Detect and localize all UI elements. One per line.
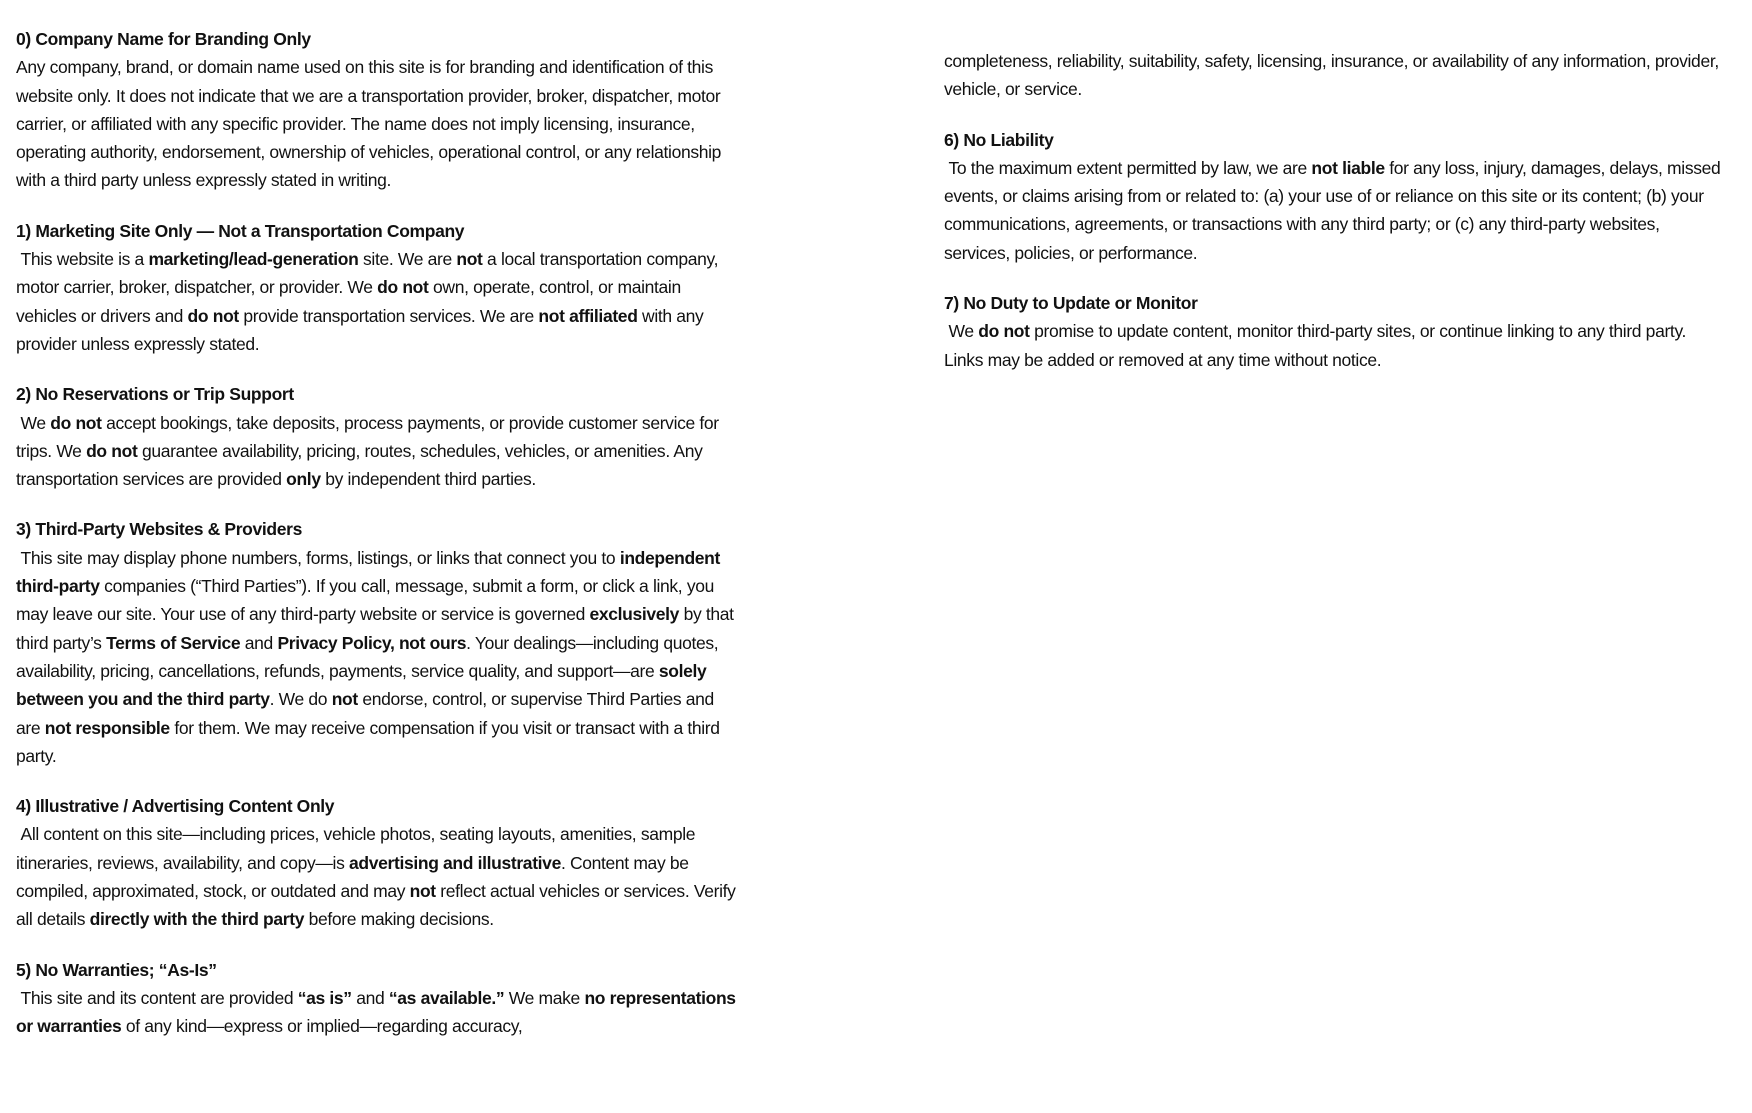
body-text: completeness, reliability, suitability, safety, licensing, insurance, or availability of any information, provider, vehicle, or service. <box>944 51 1724 100</box>
section-heading: 4) Illustrative / Advertising Content Only <box>16 796 335 817</box>
body-text: and <box>240 632 278 653</box>
emphasis-text: “as available.” <box>388 987 505 1008</box>
emphasis-text: Privacy Policy, not ours <box>277 632 467 653</box>
emphasis-text: not responsible <box>44 717 170 738</box>
emphasis-text: do not <box>978 321 1030 342</box>
emphasis-text: do not <box>50 412 102 433</box>
emphasis-text: independent third-party <box>16 547 725 597</box>
continued-paragraph <box>944 47 1726 104</box>
emphasis-text: solely between you and the third party <box>16 660 711 710</box>
emphasis-text: do not <box>187 305 239 326</box>
terms-column-left <box>16 25 741 1063</box>
emphasis-text: do not <box>86 440 138 461</box>
tos-section <box>16 515 739 770</box>
body-text: for them. We may receive compensation if you visit or transact with a third party. <box>16 717 725 766</box>
body-text: own, operate, control, or maintain vehicles or drivers and <box>16 277 686 326</box>
emphasis-text: not affiliated <box>538 305 638 326</box>
emphasis-text: not <box>456 249 483 270</box>
tos-section <box>16 792 741 933</box>
body-text: endorse, control, or supervise Third Parties and are <box>16 689 719 738</box>
body-text: guarantee availability, pricing, routes, schedules, vehicles, or amenities. Any transportation services are provided <box>16 440 708 490</box>
body-text: To the maximum extent permitted by law, we are <box>944 157 1312 178</box>
section-paragraph <box>16 820 741 933</box>
emphasis-text: not <box>409 881 436 902</box>
body-text: . Content may be compiled, approximated, stock, or outdated and may <box>16 852 694 902</box>
tos-section <box>16 217 736 358</box>
tos-section <box>944 289 1726 374</box>
tos-section <box>16 25 736 195</box>
body-text: companies (“Third Parties”). If you call, message, submit a form, or click a link, you may leave our site. Your use of any third-party website or service is governed <box>16 576 719 625</box>
body-text: before making decisions. <box>304 909 494 930</box>
section-paragraph <box>16 409 736 494</box>
body-text: accept bookings, take deposits, process payments, or provide customer service for trips. We <box>16 412 724 461</box>
body-text: and <box>351 987 389 1008</box>
body-text: a local transportation company, motor carrier, broker, dispatcher, or provider. We <box>16 249 723 298</box>
section-heading: 2) No Reservations or Trip Support <box>16 384 294 405</box>
tos-section <box>944 126 1726 267</box>
emphasis-text: not liable <box>1311 157 1385 178</box>
body-text: site. We are <box>358 249 457 270</box>
tos-section <box>944 47 1726 104</box>
terms-column-right <box>944 47 1726 396</box>
tos-section <box>16 380 736 493</box>
body-text: by that third party’s <box>16 604 739 653</box>
body-text: . We do <box>269 689 332 710</box>
body-text: promise to update content, monitor third-party sites, or continue linking to any third party. Links may be added or removed at any time without notice. <box>944 321 1691 370</box>
section-paragraph <box>16 245 736 358</box>
emphasis-text: “as is” <box>297 987 352 1008</box>
body-text: of any kind—express or implied—regarding accuracy, <box>121 1016 523 1037</box>
section-heading: 0) Company Name for Branding Only <box>16 29 311 49</box>
body-text: This site and its content are provided <box>16 987 298 1008</box>
body-text: All content on this site—including prices, vehicle photos, seating layouts, amenities, sample itineraries, reviews, availability, and copy—is <box>16 824 700 873</box>
body-text: reflect actual vehicles or services. Verify all details <box>16 881 741 930</box>
body-text: This site may display phone numbers, forms, listings, or links that connect you to <box>16 547 620 568</box>
body-text: We make <box>504 987 585 1008</box>
emphasis-text: no representations or warranties <box>16 987 741 1037</box>
body-text: by independent third parties. <box>320 469 536 490</box>
emphasis-text: only <box>286 469 321 490</box>
section-paragraph <box>16 53 736 194</box>
body-text: We <box>16 412 51 433</box>
section-heading: 3) Third-Party Websites & Providers <box>16 519 302 540</box>
body-text: This website is a <box>16 249 149 270</box>
body-text: Any company, brand, or domain name used on this site is for branding and identification of this website only. It does not indicate that we are a transportation provider, broker, dispatcher, motor carrier, or affiliated with any specific provider. The name does not imply licensing, insurance, operating authority, endorsement, ownership of vehicles, operational control, or any relationship with a third party unless expressly stated in writing. <box>16 57 726 191</box>
section-paragraph <box>16 544 739 770</box>
section-paragraph <box>944 154 1726 267</box>
body-text: for any loss, injury, damages, delays, missed events, or claims arising from or related to: (a) your use of or reliance on this site or its content; (b) your communications, agreements, or transactions with any third party; or (c) any third-party websites, services, policies, or performance. <box>944 157 1725 263</box>
section-heading: 7) No Duty to Update or Monitor <box>944 293 1198 314</box>
emphasis-text: not <box>331 689 358 710</box>
emphasis-text: exclusively <box>589 604 680 625</box>
body-text: We <box>944 321 979 342</box>
body-text: provide transportation services. We are <box>238 305 539 326</box>
emphasis-text: Terms of Service <box>106 632 241 653</box>
body-text: with any provider unless expressly stated. <box>16 305 708 354</box>
section-heading: 1) Marketing Site Only — Not a Transportation Company <box>16 220 465 241</box>
section-paragraph <box>16 984 741 1041</box>
section-heading: 6) No Liability <box>944 129 1054 150</box>
section-heading: 5) No Warranties; “As-Is” <box>16 959 217 980</box>
emphasis-text: directly with the third party <box>89 909 305 930</box>
section-paragraph <box>944 317 1726 374</box>
emphasis-text: advertising and illustrative <box>349 852 561 873</box>
emphasis-text: marketing/lead-generation <box>148 249 359 270</box>
body-text: . Your dealings—including quotes, availability, pricing, cancellations, refunds, payments, service quality, and support—are <box>16 632 723 681</box>
emphasis-text: do not <box>377 277 429 298</box>
tos-section <box>16 956 741 1041</box>
